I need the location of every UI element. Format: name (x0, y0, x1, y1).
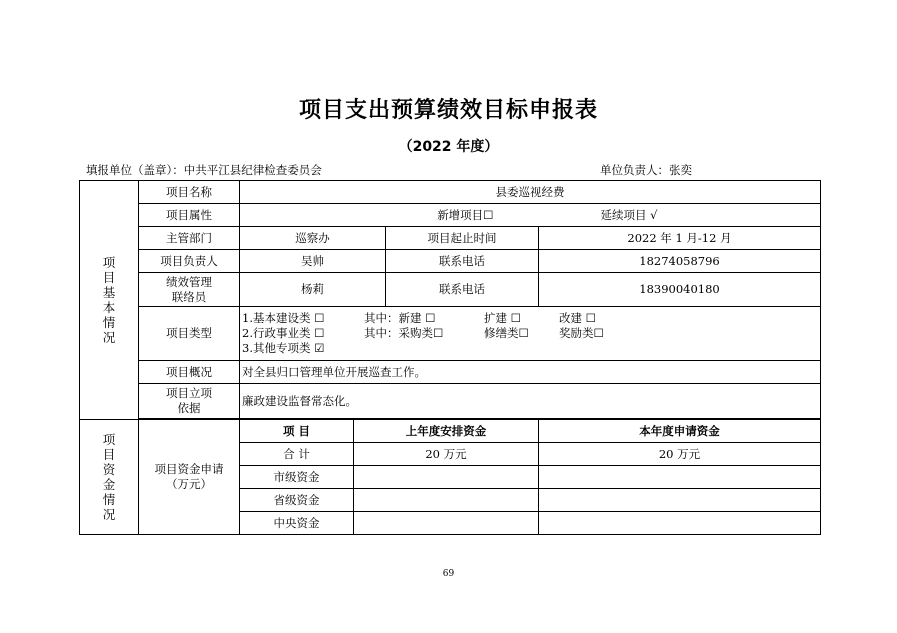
performance-contact-label: 绩效管理 联络员 (139, 273, 240, 307)
contact-phone-value: 18390040180 (539, 273, 821, 307)
basis-value: 廉政建设监督常态化。 (240, 384, 821, 419)
contact-phone-label: 联系电话 (386, 273, 539, 307)
performance-contact-value: 杨莉 (240, 273, 386, 307)
performance-table (79, 180, 821, 535)
fund-last-year (354, 489, 539, 512)
department-value: 巡察办 (240, 227, 386, 250)
project-leader-label: 项目负责人 (139, 250, 240, 273)
fund-this-year (539, 489, 821, 512)
project-name-value: 县委巡视经费 (240, 181, 821, 204)
fund-this-year (539, 512, 821, 535)
funds-col-this-year: 本年度申请资金 (539, 420, 821, 443)
period-value: 2022 年 1 月-12 月 (539, 227, 821, 250)
attribute-continuing-option: 延续项目 √ (539, 204, 821, 227)
fund-item: 合 计 (240, 443, 354, 466)
type-line-other: 3.其他专项类 ☑ (242, 341, 325, 355)
fund-this-year: 20 万元 (539, 443, 821, 466)
fund-last-year (354, 466, 539, 489)
basic-info-section: 项 目 基 本 情 况 (80, 181, 139, 420)
attribute-new-option: 新增项目☐ (240, 204, 539, 227)
funds-col-last-year: 上年度安排资金 (354, 420, 539, 443)
project-leader-value: 吴帅 (240, 250, 386, 273)
type-line-construction: 1.基本建设类 ☐ 其中：新建 ☐ 扩建 ☐ 改建 ☐ (242, 311, 596, 325)
funds-section: 项 目 资 金 情 况 (80, 420, 139, 535)
fund-item: 省级资金 (240, 489, 354, 512)
fund-item: 中央资金 (240, 512, 354, 535)
leader-phone-label: 联系电话 (386, 250, 539, 273)
department-label: 主管部门 (139, 227, 240, 250)
overview-label: 项目概况 (139, 361, 240, 384)
unit-principal: 单位负责人：张奕 (600, 163, 692, 177)
fund-last-year: 20 万元 (354, 443, 539, 466)
project-type-options (240, 307, 821, 361)
project-name-label: 项目名称 (139, 181, 240, 204)
type-line-administrative: 2.行政事业类 ☐ 其中：采购类☐ 修缮类☐ 奖励类☐ (242, 326, 604, 340)
year-subtitle: （2022 年度） (398, 139, 499, 155)
fund-last-year (354, 512, 539, 535)
funds-apply-label: 项目资金申请 （万元） (139, 420, 240, 535)
page-number: 69 (442, 569, 455, 579)
period-label: 项目起止时间 (386, 227, 539, 250)
filling-unit: 填报单位（盖章）：中共平江县纪律检查委员会 (86, 163, 322, 177)
basis-label: 项目立项 依据 (139, 384, 240, 419)
page-title: 项目支出预算绩效目标申报表 (298, 98, 598, 123)
fund-this-year (539, 466, 821, 489)
project-attribute-label: 项目属性 (139, 204, 240, 227)
leader-phone-value: 18274058796 (539, 250, 821, 273)
fund-item: 市级资金 (240, 466, 354, 489)
overview-value: 对全县归口管理单位开展巡查工作。 (240, 361, 821, 384)
funds-col-item: 项 目 (240, 420, 354, 443)
project-type-label: 项目类型 (139, 307, 240, 361)
